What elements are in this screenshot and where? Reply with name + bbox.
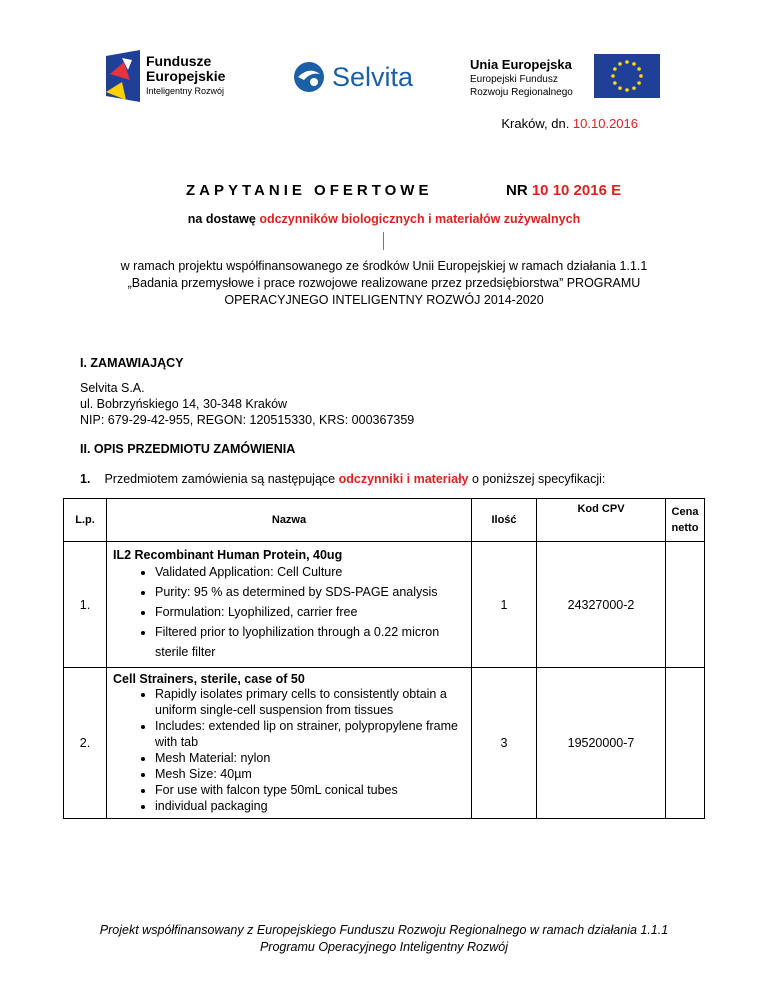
section1-heading: I. ZAMAWIAJĄCY [80,356,184,370]
document-number [506,182,621,199]
row1-feature: • Purity: 95 % as determined by SDS-PAGE analysis [155,582,467,602]
eu-star-icon [639,74,643,78]
eu-star-icon [637,67,641,71]
row1-price [666,542,705,668]
footer-line2: Programu Operacyjnego Inteligentny Rozwój [259,940,509,954]
eu-star-icon [625,88,629,92]
eu-star-icon [632,86,636,90]
fe-logo-line3: Inteligentny Rozwój [146,86,225,96]
contractor-address [80,380,414,428]
fe-logo-line2: Europejskie [146,68,226,84]
row1-cpv: 24327000-2 [537,542,666,668]
header-price-line2: netto [671,522,699,534]
row2-feature: • Includes: extended lip on strainer, polypropylene frame with tab [155,718,467,750]
table-header-row [64,499,705,542]
row1-qty: 1 [472,542,537,668]
row1-feature: • Validated Application: Cell Culture [155,562,467,582]
project-line2: „Badania przemysłowe i prace rozwojowe realizowane przez przedsiębiorstwa” PROGRAMU [127,276,641,290]
fe-logo-line1: Fundusze [146,53,212,69]
row2-qty: 3 [472,668,537,819]
footer-line1: Projekt współfinansowany z Europejskiego Funduszu Rozwoju Regionalnego w ramach działania 1.1.1 [99,923,669,937]
header-price [666,499,705,542]
date-value: 10.10.2016 [572,116,638,131]
date-prefix: Kraków, dn. [501,116,573,131]
section2-heading: II. OPIS PRZEDMIOTU ZAMÓWIENIA [80,442,296,456]
selvita-logo [280,40,440,112]
section2-point [80,472,605,486]
eu-star-icon [611,74,615,78]
eu-flag-icon [594,54,660,98]
header-cpv: Kod CPV [537,499,666,542]
eu-logo-line2: Europejski Fundusz [470,74,558,85]
address-line1: Selvita S.A. [80,381,145,395]
header-lp: L.p. [64,499,107,542]
eu-star-icon [613,67,617,71]
number-value: 10 10 2016 E [531,182,622,199]
eu-star-icon [637,81,641,85]
project-description [80,258,688,309]
row2-feature: • For use with falcon type 50mL conical tubes [155,782,467,798]
document-title: ZAPYTANIE OFERTOWE [186,182,433,199]
page-footer [0,922,768,956]
subtitle-highlight: odczynników biologicznych i materiałów zużywalnych [259,212,581,226]
row1-lp: 1. [64,542,107,668]
eu-star-icon [618,62,622,66]
eu-logo-line3: Rozwoju Regionalnego [470,87,573,98]
header-name: Nazwa [107,499,472,542]
address-line2: ul. Bobrzyńskiego 14, 30-348 Kraków [80,397,288,411]
row1-features [113,562,467,662]
point-number: 1. [80,472,91,486]
specification-table [63,498,705,819]
project-line3: OPERACYJNEGO INTELIGENTNY ROZWÓJ 2014-2020 [224,293,544,307]
row2-feature: • Mesh Size: 40µm [155,766,467,782]
row1-feature: • Formulation: Lyophilized, carrier free [155,602,467,622]
selvita-mark-icon [292,60,326,94]
table-row [64,668,705,819]
row2-price [666,668,705,819]
eu-star-icon [613,81,617,85]
row2-cpv: 19520000-7 [537,668,666,819]
row2-title: Cell Strainers, sterile, case of 50 [113,672,305,686]
address-line3: NIP: 679-29-42-955, REGON: 120515330, KRS: 000367359 [80,413,415,427]
text-cursor [383,232,384,250]
document-date [501,116,638,131]
point-prefix: Przedmiotem zamówienia są następujące [104,472,339,486]
row2-feature: • individual packaging [155,798,467,814]
fundusze-europejskie-logo [100,40,240,112]
eu-logo-line1: Unia Europejska [470,57,572,72]
project-line1: w ramach projektu współfinansowanego ze środków Unii Europejskiej w ramach działania 1.1.1 [120,259,648,273]
header-price-line1: Cena [671,506,699,518]
row2-feature: • Rapidly isolates primary cells to consistently obtain a uniform single-cell suspension from tissues [155,686,467,718]
row1-feature: • Filtered prior to lyophilization through a 0.22 micron sterile filter [155,622,467,662]
table-row [64,542,705,668]
subtitle-prefix: na dostawę [187,212,260,226]
selvita-wordmark: Selvita [332,62,414,92]
eu-star-icon [632,62,636,66]
point-highlight: odczynniki i materiały [338,472,469,486]
eu-star-icon [618,86,622,90]
header-qty: Ilość [472,499,537,542]
number-prefix: NR [506,182,532,199]
row2-lp: 2. [64,668,107,819]
row1-name [107,542,472,668]
row2-features [113,686,467,814]
point-suffix: o poniższej specyfikacji: [468,472,606,486]
eu-star-icon [625,60,629,64]
document-subtitle [0,212,768,226]
row1-title: IL2 Recombinant Human Protein, 40ug [113,547,343,562]
row2-name [107,668,472,819]
eu-logo [460,40,670,112]
row2-feature: • Mesh Material: nylon [155,750,467,766]
